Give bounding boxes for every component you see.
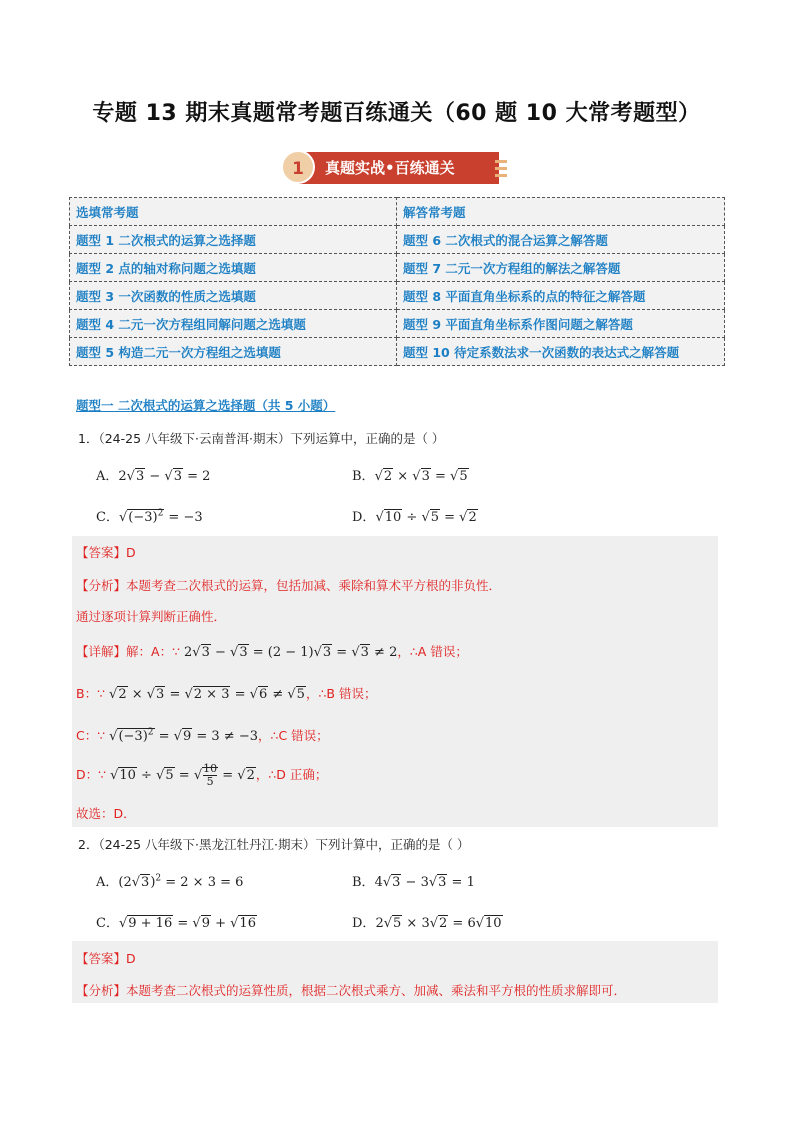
toc-item[interactable]: 题型 7 二元一次方程组的解法之解答题 (397, 254, 725, 282)
q1-detail-a: 【详解】解：A：∵ 2√3 − √3 = (2 − 1)√3 = √3 ≠ 2，∴A 错误； (76, 644, 468, 660)
toc-item[interactable]: 题型 4 二元一次方程组同解问题之选填题 (70, 310, 397, 338)
toc-item[interactable]: 题型 10 待定系数法求一次函数的表达式之解答题 (397, 338, 725, 366)
q2-option-d[interactable]: D．2√5 × 3√2 = 6√10 (352, 916, 502, 931)
q2-analysis (76, 981, 626, 999)
analysis-text: 本题考查二次根式的运算，包括加减、乘除和算术平方根的非负性． (126, 578, 502, 593)
q1-answer: 【答案】D (76, 545, 136, 560)
detail-suffix: ，∴A 错误； (397, 644, 468, 659)
detail-prefix: C：∵ (76, 728, 106, 743)
q1-detail-c: C：∵ $√(-3)^2 = √9 = 3 \ne -3$，∴C 错误； (76, 727, 329, 744)
toc-item[interactable]: 题型 9 平面直角坐标系作图问题之解答题 (397, 310, 725, 338)
banner-label: 真题实战•百练通关 (325, 159, 455, 177)
detail-suffix: ，∴B 错误； (305, 686, 377, 701)
q1-detail-b: B：∵ √2 × √3 = √2 × 3 = √6 ≠ √5，∴B 错误； (76, 686, 377, 702)
banner-stripe (495, 160, 507, 163)
q1-choose: 故选：D． (76, 806, 136, 821)
detail-prefix: 解：A：∵ (126, 644, 181, 659)
detail-tag: 【详解】 (76, 644, 127, 659)
option-label: A． (96, 469, 119, 484)
q1-option-a[interactable]: A．2√3 − √3 = 2 (96, 469, 211, 484)
q2-option-b[interactable]: B．4√3 − 3√3 = 1 (352, 875, 475, 890)
q1-option-d[interactable]: D．√10 ÷ √5 = √2 (352, 510, 477, 525)
option-label: B． (352, 875, 375, 890)
detail-prefix: B：∵ (76, 686, 106, 701)
toc-item[interactable]: 题型 3 一次函数的性质之选填题 (70, 282, 397, 310)
banner-stripe (495, 167, 507, 170)
toc-right-header: 解答常考题 (397, 198, 725, 226)
detail-prefix: D：∵ (76, 767, 107, 782)
option-label: B． (352, 469, 375, 484)
q1-option-c[interactable]: C．$√(-3)^2 = -3$ (96, 508, 203, 525)
question-2-stem: 2．（24-25 八年级下·黑龙江牡丹江·期末）下列计算中，正确的是（ ） (78, 837, 470, 852)
page-title: 专题 13 期末真题常考题百练通关（60 题 10 大常考题型） (92, 101, 701, 126)
toc-item[interactable]: 题型 2 点的轴对称问题之选填题 (70, 254, 397, 282)
q1-detail-d: D：∵ √10 ÷ √5 = √ $\frac{10}{5}$ = √2，∴D 正确； (76, 762, 328, 788)
topic-table (69, 197, 725, 366)
banner-stripe (495, 174, 507, 177)
q1-analysis (76, 576, 501, 594)
option-label: D． (352, 510, 376, 525)
option-label: A． (96, 875, 119, 890)
option-label: C． (96, 916, 119, 931)
detail-suffix: ，∴C 错误； (258, 728, 329, 743)
section-banner (281, 150, 503, 186)
analysis-tag: 【分析】 (76, 983, 127, 998)
toc-item[interactable]: 题型 1 二次根式的运算之选择题 (70, 226, 397, 254)
q2-option-a[interactable]: A．$(2√3)^2 = 2 \times 3 = 6$ (96, 873, 244, 890)
analysis-text: 本题考查二次根式的运算性质，根据二次根式乘方、加减、乘法和平方根的性质求解即可． (126, 983, 627, 998)
toc-left-header: 选填常考题 (70, 198, 397, 226)
toc-item[interactable]: 题型 6 二次根式的混合运算之解答题 (397, 226, 725, 254)
detail-suffix: ，∴D 正确； (255, 767, 328, 782)
question-1-stem: 1．（24-25 八年级下·云南普洱·期末）下列运算中，正确的是（ ） (78, 431, 445, 446)
banner-number: 1 (281, 150, 315, 184)
analysis-tag: 【分析】 (76, 578, 127, 593)
q1-option-b[interactable]: B．√2 × √3 = √5 (352, 469, 468, 484)
section-title: 题型一 二次根式的运算之选择题（共 5 小题） (76, 398, 336, 413)
q2-answer: 【答案】D (76, 951, 136, 966)
toc-item[interactable]: 题型 5 构造二元一次方程组之选填题 (70, 338, 397, 366)
q1-analysis-2: 通过逐项计算判断正确性． (76, 609, 227, 624)
toc-item[interactable]: 题型 8 平面直角坐标系的点的特征之解答题 (397, 282, 725, 310)
option-label: D． (352, 916, 376, 931)
q2-option-c[interactable]: C．√9 + 16 = √9 + √16 (96, 916, 256, 931)
option-label: C． (96, 510, 119, 525)
